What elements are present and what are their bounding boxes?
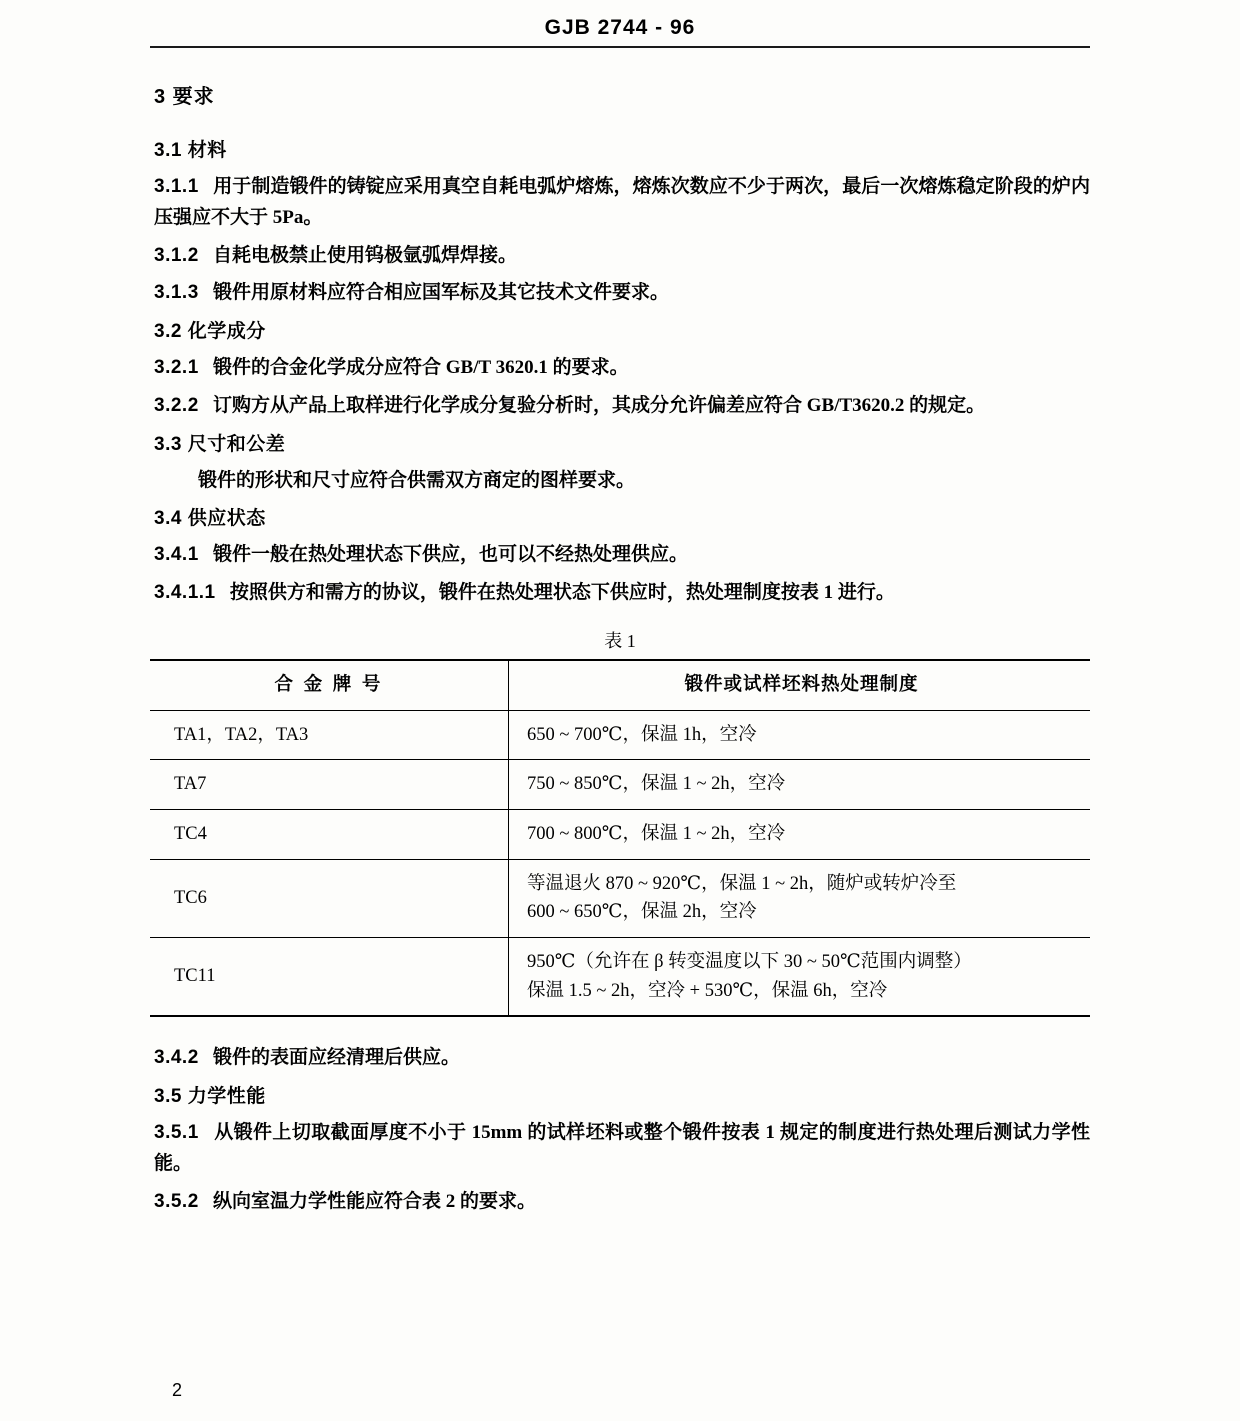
clause-3-4-1 <box>154 540 1090 571</box>
clause-3-5-2 <box>154 1187 1090 1218</box>
clause-3-1-2 <box>154 241 1090 272</box>
clause-3-4-2-number: 3.4.2 <box>154 1047 199 1069</box>
table-cell-alloy: TA7 <box>150 760 509 810</box>
clause-3-5-1-number: 3.5.1 <box>154 1122 199 1144</box>
treatment-line: 750 ~ 850℃，保温 1 ~ 2h，空冷 <box>527 774 786 795</box>
clause-3-1-2-text: 自耗电极禁止使用钨极氩弧焊焊接。 <box>213 244 518 266</box>
clause-3-2-1 <box>154 353 1090 384</box>
page-content <box>150 0 1090 1224</box>
table-cell-alloy: TC4 <box>150 809 509 859</box>
section-3-heading: 3 要求 <box>154 86 215 108</box>
section-3-4-heading: 3.4 供应状态 <box>154 508 266 530</box>
clause-3-2-2-number: 3.2.2 <box>154 394 199 416</box>
clause-3-4-2-text: 锻件的表面应经清理后供应。 <box>213 1047 461 1069</box>
clause-3-3-text: 锻件的形状和尺寸应符合供需双方商定的图样要求。 <box>198 469 636 491</box>
clause-3-4-1-number: 3.4.1 <box>154 544 199 566</box>
table-cell-alloy: TA1，TA2，TA3 <box>150 710 509 760</box>
table-row <box>150 710 1090 760</box>
table-cell-treatment <box>509 859 1091 937</box>
clause-3-1-3-text: 锻件用原材料应符合相应国军标及其它技术文件要求。 <box>213 282 670 304</box>
section-3-1-heading: 3.1 材料 <box>154 140 227 161</box>
table-1-body <box>150 710 1090 1016</box>
table-cell-treatment <box>509 710 1091 760</box>
table-1-header <box>150 660 1090 710</box>
treatment-line: 保温 1.5 ~ 2h，空冷 + 530℃，保温 6h，空冷 <box>527 980 888 1001</box>
table-1-col-treatment: 锻件或试样坯料热处理制度 <box>509 660 1091 710</box>
clause-3-4-1-1-number: 3.4.1.1 <box>154 582 216 604</box>
table-1-caption: 表 1 <box>604 630 636 651</box>
clause-3-1-1 <box>154 172 1090 234</box>
table-row <box>150 937 1090 1016</box>
treatment-line: 600 ~ 650℃，保温 2h，空冷 <box>527 902 757 923</box>
clause-3-4-1-1 <box>154 578 1090 609</box>
treatment-line: 950℃（允许在 β 转变温度以下 30 ~ 50℃范围内调整） <box>527 951 972 972</box>
clause-3-5-2-text: 纵向室温力学性能应符合表 2 的要求。 <box>213 1190 537 1212</box>
table-row <box>150 809 1090 859</box>
table-1-heat-treatment <box>150 659 1090 1017</box>
clause-3-1-2-number: 3.1.2 <box>154 244 199 266</box>
treatment-line: 650 ~ 700℃，保温 1h，空冷 <box>527 724 757 745</box>
treatment-line: 等温退火 870 ~ 920℃，保温 1 ~ 2h，随炉或转炉冷至 <box>527 873 957 894</box>
treatment-line: 700 ~ 800℃，保温 1 ~ 2h，空冷 <box>527 823 786 844</box>
page-header-title: GJB 2744 - 96 <box>544 16 696 39</box>
table-row <box>150 760 1090 810</box>
clause-3-4-1-text: 锻件一般在热处理状态下供应，也可以不经热处理供应。 <box>213 544 689 566</box>
table-1-col-alloy: 合 金 牌 号 <box>150 660 509 710</box>
clause-3-1-1-text: 用于制造锻件的铸锭应采用真空自耗电弧炉熔炼，熔炼次数应不少于两次，最后一次熔炼稳定阶段的炉内压强应不大于 5Pa。 <box>154 176 1090 228</box>
section-3-2-heading: 3.2 化学成分 <box>154 321 266 343</box>
clause-3-1-3 <box>154 278 1090 309</box>
table-row <box>150 859 1090 937</box>
table-cell-alloy: TC11 <box>150 937 509 1016</box>
table-cell-alloy: TC6 <box>150 859 509 937</box>
clause-3-2-1-number: 3.2.1 <box>154 357 199 379</box>
table-cell-treatment <box>509 760 1091 810</box>
page-number: 2 <box>172 1380 183 1400</box>
clause-3-1-3-number: 3.1.3 <box>154 282 199 304</box>
clause-3-1-1-number: 3.1.1 <box>154 176 199 197</box>
clause-3-5-2-number: 3.5.2 <box>154 1190 199 1212</box>
clause-3-2-1-text: 锻件的合金化学成分应符合 GB/T 3620.1 的要求。 <box>213 357 629 379</box>
clause-3-4-2 <box>154 1043 1090 1074</box>
table-cell-treatment <box>509 937 1091 1016</box>
clause-3-5-1-text: 从锻件上切取截面厚度不小于 15mm 的试样坯料或整个锻件按表 1 规定的制度进行热处理后测试力学性能。 <box>154 1122 1090 1174</box>
clause-3-4-1-1-text: 按照供方和需方的协议，锻件在热处理状态下供应时，热处理制度按表 1 进行。 <box>229 582 895 604</box>
table-header-row <box>150 660 1090 710</box>
clause-3-2-2-text: 订购方从产品上取样进行化学成分复验分析时，其成分允许偏差应符合 GB/T3620.2 的规定。 <box>213 394 986 416</box>
section-3-5-heading: 3.5 力学性能 <box>154 1086 266 1108</box>
header-divider <box>150 46 1090 48</box>
clause-3-2-2 <box>154 391 1090 422</box>
clause-3-5-1 <box>154 1118 1090 1180</box>
section-3-3-heading: 3.3 尺寸和公差 <box>154 433 286 455</box>
table-cell-treatment <box>509 809 1091 859</box>
